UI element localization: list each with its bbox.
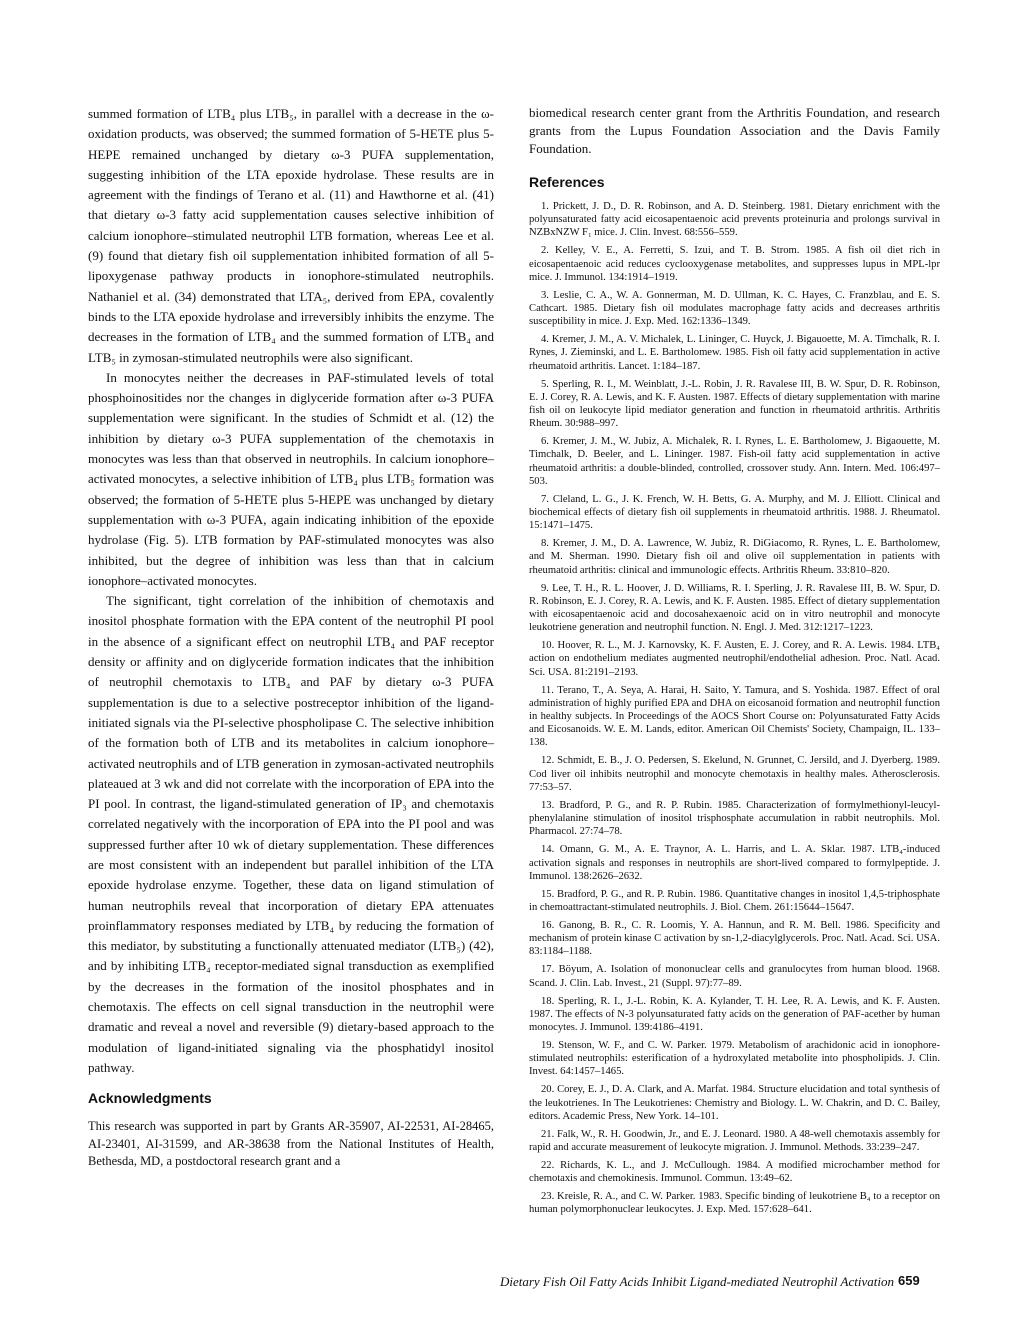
reference-item: 5. Sperling, R. I., M. Weinblatt, J.-L. Robin, J. R. Ravalese III, B. W. Spur, D. R. Robinson, E. J. Corey, R. A. Lewis, and K. F. Austen. 1987. Effects of dietary supplementation with marine fish oil on leukocyte lipid mediator generation and function in rheumatoid arthritis. Arthritis Rheum. 30:988–997. (529, 378, 940, 430)
reference-item: 12. Schmidt, E. B., J. O. Pedersen, S. Ekelund, N. Grunnet, C. Jersild, and J. Dyerberg. 1989. Cod liver oil inhibits neutrophil and monocyte chemotaxis in healthy males. Atherosclerosis. 77:53–57. (529, 755, 940, 793)
reference-item: 19. Stenson, W. F., and C. W. Parker. 1979. Metabolism of arachidonic acid in ionophore-stimulated neutrophils: esterification of a hydroxylated metabolite into phospholipids. J. Clin. Invest. 64:1457–1465. (529, 1039, 940, 1078)
reference-item: 18. Sperling, R. I., J.-L. Robin, K. A. Kylander, T. H. Lee, R. A. Lewis, and K. F. Austen. 1987. The effects of N-3 polyunsaturated fatty acids on the generation of PAF-acether by human monocytes. J. Immunol. 139:4186–4191. (529, 995, 940, 1033)
reference-item: 20. Corey, E. J., D. A. Clark, and A. Marfat. 1984. Structure elucidation and total synthesis of the leukotrienes. In The Leukotrienes: Chemistry and Biology. L. W. Chakrin, and D. C. Bailey, editors. Academic Press, New York. 14–101. (529, 1084, 940, 1122)
reference-item: 13. Bradford, P. G., and R. P. Rubin. 1985. Characterization of formylmethionyl-leucyl-phenylalanine stimulation of inositol trisphosphate accumulation in rabbit neutrophils. Mol. Pharmacol. 27:74–78. (529, 799, 940, 838)
reference-item: 14. Omann, G. M., A. E. Traynor, A. L. Harris, and L. A. Sklar. 1987. LTB₄-induced activation signals and responses in neutrophils are short-lived compared to formylpeptide. J. Immunol. 138:2626–2632. (529, 844, 940, 882)
reference-item: 4. Kremer, J. M., A. V. Michalek, L. Lininger, C. Huyck, J. Bigauoette, M. A. Timchalk, R. I. Rynes, J. Zieminski, and L. E. Bartholomew. 1985. Fish oil fatty acid supplementation in active rheumatoid arthritis. Lancet. 1:184–187. (529, 334, 940, 372)
reference-item: 7. Cleland, L. G., J. K. French, W. H. Betts, G. A. Murphy, and M. J. Elliott. Clinical and biochemical effects of dietary fish oil supplements in rheumatoid arthritis. 1988. J. Rheumatol. 15:1471–1475. (529, 493, 940, 532)
acknowledgments-text-part2: biomedical research center grant from the Arthritis Foundation, and research grants from the Lupus Foundation Association and the Davis Family Foundation. (529, 105, 940, 156)
right-column (529, 104, 940, 1221)
reference-item: 8. Kremer, J. M., D. A. Lawrence, W. Jubiz, R. DiGiacomo, R. Rynes, L. E. Bartholomew, and M. Sherman. 1990. Dietary fish oil and olive oil supplementation in patients with rheumatoid arthritis: clinical and immunologic effects. Arthritis Rheum. 33:810–820. (529, 538, 940, 576)
acknowledgments-heading: Acknowledgments (88, 1090, 212, 1107)
body-paragraph-1: summed formation of LTB₄ plus LTB₅, in parallel with a decrease in the ω-oxidation products, was observed; the summed formation of 5-HETE plus 5-HEPE remained unchanged by dietary ω-3 PUFA supplementation, suggesting inhibition of the LTA epoxide hydrolase. These results are in agreement with the findings of Terano et al. (11) and Hawthorne et al. (41) that dietary ω-3 fatty acid supplementation causes selective inhibition of calcium ionophore–stimulated neutrophil LTB formation, whereas Lee et al. (9) found that dietary fish oil supplementation inhibited formation of all 5-lipoxygenase pathway products in ionophore-stimulated neutrophils. Nathaniel et al. (34) demonstrated that LTA₅, derived from EPA, covalently binds to the LTA epoxide hydrolase and irreversibly inhibits the enzyme. The decreases in the formation of LTB₄ and the summed formation of LTB₄ and LTB₅ in zymosan-stimulated neutrophils were also significant. (88, 106, 494, 365)
reference-item: 16. Ganong, B. R., C. R. Loomis, Y. A. Hannun, and R. M. Bell. 1986. Specificity and mechanism of protein kinase C activation by sn-1,2-diacylglycerols. Proc. Natl. Acad. Sci. USA. 83:1184–1188. (529, 919, 940, 958)
reference-item: 9. Lee, T. H., R. L. Hoover, J. D. Williams, R. I. Sperling, J. R. Ravalese III, B. W. Spur, D. R. Robinson, E. J. Corey, R. A. Lewis, and K. F. Austen. 1985. Effect of dietary supplementation with eicosapentaenoic acid and docosahexaenoic acid on in vitro neutrophil and monocyte leukotriene generation and neutrophil function. N. Engl. J. Med. 312:1217–1223. (529, 582, 940, 634)
references-heading: References (529, 174, 605, 190)
acknowledgments-text-part1: This research was supported in part by Grants AR-35907, AI-22531, AI-28465, AI-23401, AI-31599, and AR-38638 from the National Institutes of Health, Bethesda, MD, a postdoctoral research grant and a (88, 1119, 494, 1169)
reference-item: 1. Prickett, J. D., D. R. Robinson, and A. D. Steinberg. 1981. Dietary enrichment with the polyunsaturated fatty acid eicosapentaenoic acid prevents proteinuria and prolongs survival in NZBxNZW F₁ mice. J. Clin. Invest. 68:556–559. (529, 201, 940, 239)
reference-item: 23. Kreisle, R. A., and C. W. Parker. 1983. Specific binding of leukotriene B₄ to a receptor on human polymorphonuclear leukocytes. J. Exp. Med. 157:628–641. (529, 1191, 940, 1216)
left-column (88, 104, 494, 1171)
reference-item: 11. Terano, T., A. Seya, A. Harai, H. Saito, Y. Tamura, and S. Yoshida. 1987. Effect of oral administration of highly purified EPA and DHA on eicosanoid formation and neutrophil function in healthy subjects. In Proceedings of the AOCS Short Course on: Polyunsaturated Fatty Acids and Eicosanoids. W. E. M. Lands, editor. American Oil Chemists' Society, Champaign, IL. 133–138. (529, 684, 940, 749)
reference-item: 22. Richards, K. L., and J. McCullough. 1984. A modified microchamber method for chemotaxis and chemokinesis. Immunol. Commun. 13:49–62. (529, 1159, 940, 1185)
reference-item: 17. Böyum, A. Isolation of mononuclear cells and granulocytes from human blood. 1968. Scand. J. Clin. Lab. Invest., 21 (Suppl. 97):77–89. (529, 964, 940, 989)
reference-item: 15. Bradford, P. G., and R. P. Rubin. 1986. Quantitative changes in inositol 1,4,5-triphosphate in chemoattractant-stimulated neutrophils. J. Biol. Chem. 261:15644–15647. (529, 888, 940, 913)
running-footer-title: Dietary Fish Oil Fatty Acids Inhibit Ligand-mediated Neutrophil Activation (499, 1274, 894, 1289)
body-paragraph-3: The significant, tight correlation of the inhibition of chemotaxis and inositol phosphate formation with the EPA content of the neutrophil PI pool in the absence of a significant effect on neutrophil LTB₄ and PAF receptor density or affinity and on diglyceride formation indicates that the inhibition of neutrophil chemotaxis to LTB₄ and PAF by dietary ω-3 PUFA supplementation is due to a selective postreceptor inhibition of the ligand-initiated signals via the PI-selective phospholipase C. The selective inhibition of the formation both of LTB and its metabolites in calcium ionophore–activated neutrophils and of LTB generation in zymosan-activated neutrophils plateaued at 3 wk and did not correlate with the incorporation of EPA into the PI pool. In contrast, the ligand-stimulated generation of IP₃ and chemotaxis correlated negatively with the incorporation of EPA into the PI pool and was suppressed further after 10 wk of dietary supplementation. These differences are most consistent with an independent but parallel inhibition of the LTA epoxide hydrolase enzyme. Together, these data on ligand stimulation of human neutrophils reveal that incorporation of dietary EPA attenuates proinflammatory responses mediated by LTB₄ by reducing the formation of this mediator, by substituting a functionally attenuated mediator (LTB₅) (42), and by inhibiting LTB₄ receptor-mediated signal transduction as exemplified by the decreases in the formation of the inositol phosphates and in chemotaxis. The effects on cell signal transduction in the neutrophil were dramatic and reveal a novel and reversible (9) dietary-based approach to the modulation of ligand-initiated signaling via the phosphatidyl inositol pathway. (88, 593, 494, 1075)
reference-item: 2. Kelley, V. E., A. Ferretti, S. Izui, and T. B. Strom. 1985. A fish oil diet rich in eicosapentaenoic acid reduces cyclooxygenase metabolites, and suppresses lupus in MPL-lpr mice. J. Immunol. 134:1914–1919. (529, 245, 940, 283)
page-number: 659 (898, 1273, 920, 1288)
references-list (529, 200, 940, 1217)
reference-item: 10. Hoover, R. L., M. J. Karnovsky, K. F. Austen, E. J. Corey, and R. A. Lewis. 1984. LTB₄ action on endothelium mediates augmented neutrophil/endothelial adhesion. Proc. Natl. Acad. Sci. USA. 81:2191–2193. (529, 640, 940, 678)
reference-item: 3. Leslie, C. A., W. A. Gonnerman, M. D. Ullman, K. C. Hayes, C. Franzblau, and E. S. Cathcart. 1985. Dietary fish oil modulates macrophage fatty acids and decreases arthritis susceptibility in mice. J. Exp. Med. 162:1336–1349. (529, 289, 940, 328)
reference-item: 6. Kremer, J. M., W. Jubiz, A. Michalek, R. I. Rynes, L. E. Bartholomew, J. Bigaouette, M. Timchalk, D. Beeler, and L. Lininger. 1987. Fish-oil fatty acid supplementation in active rheumatoid arthritis: a double-blinded, controlled, crossover study. Ann. Intern. Med. 106:497–503. (529, 436, 940, 487)
reference-item: 21. Falk, W., R. H. Goodwin, Jr., and E. J. Leonard. 1980. A 48-well chemotaxis assembly for rapid and accurate measurement of leukocyte migration. J. Immunol. Methods. 33:239–247. (529, 1128, 940, 1153)
body-paragraph-2: In monocytes neither the decreases in PAF-stimulated levels of total phosphoinositides nor the changes in diglyceride formation after ω-3 PUFA supplementation were significant. In the studies of Schmidt et al. (12) the inhibition by dietary ω-3 PUFA supplementation of the chemotaxis in monocytes was less than that observed in neutrophils. In calcium ionophore–activated monocytes, a selective inhibition of LTB₄ plus LTB₅ formation was observed; the formation of 5-HETE plus 5-HEPE was unchanged by dietary supplementation with ω-3 PUFA, again indicating inhibition of the epoxide hydrolase (Fig. 5). LTB formation by PAF-stimulated monocytes was also inhibited, but the degree of inhibition was less than that in calcium ionophore–activated monocytes. (88, 369, 494, 588)
